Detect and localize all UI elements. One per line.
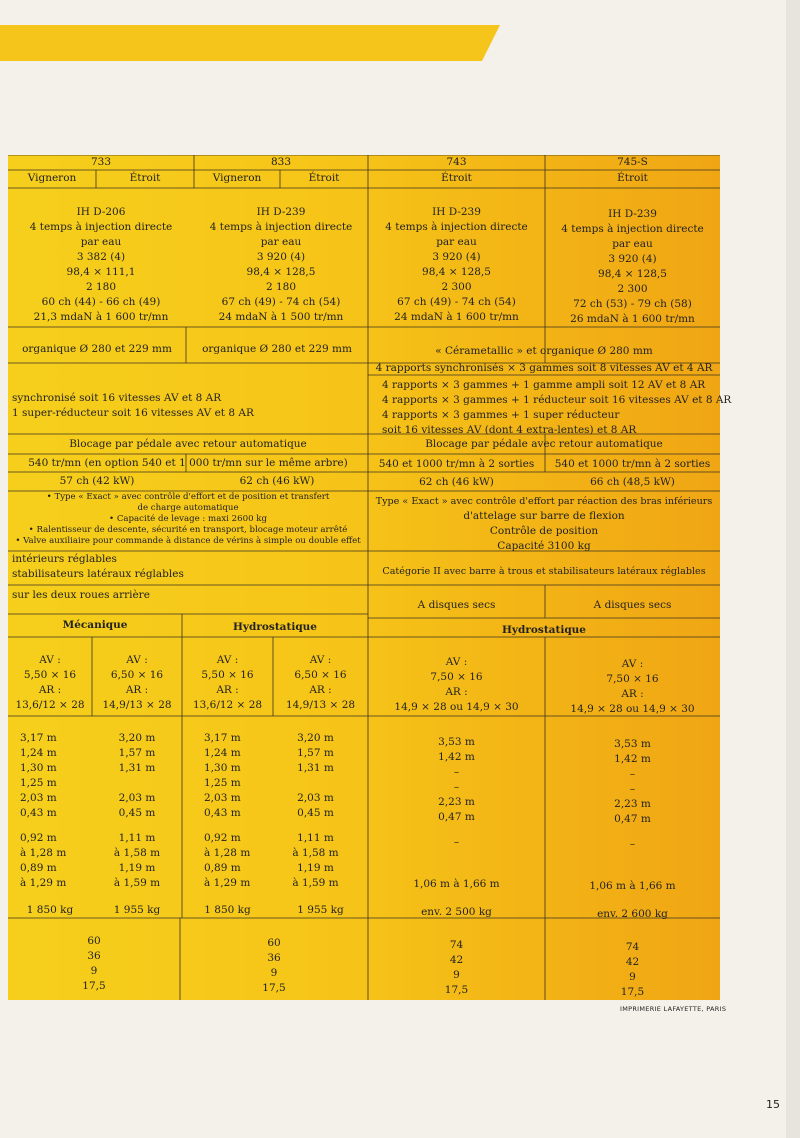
diff-lock-left: Blocage par pédale avec retour automatique (69, 438, 307, 450)
gearbox-top-right: 4 rapports synchronisés × 3 gammes soit 8 vitesses AV et 4 AR (375, 362, 713, 374)
steering-hydrostatique-right: Hydrostatique (502, 624, 586, 636)
tyres-743: AV : 7,50 × 16 AR : 14,9 × 28 ou 14,9 × 30 (394, 656, 519, 713)
track-c2: 1,11 m à 1,58 m 1,19 m à 1,59 m (113, 832, 161, 889)
variant-etroit-745s: Étroit (617, 172, 648, 184)
model-833-header: 833 (270, 156, 292, 168)
model-743-header: 743 (446, 156, 467, 168)
printer-credit: IMPRIMERIE LAFAYETTE, PARIS (620, 1005, 727, 1013)
brakes-743: A disques secs (417, 599, 496, 611)
gearbox-left: synchronisé soit 16 vitesses AV et 8 AR 1 super-réducteur soit 16 vitesses AV et 8 AR (12, 392, 254, 419)
brakes-left: sur les deux roues arrière (12, 589, 150, 601)
tyres-c2: AV : 6,50 × 16 AR : 14,9/13 × 28 (102, 654, 172, 711)
diff-lock-right: Blocage par pédale avec retour automatique (425, 438, 663, 450)
gearbox-right: 4 rapports × 3 gammes + 1 gamme ampli soit 12 AV et 8 AR 4 rapports × 3 gammes + 1 réducteur soit 16 vitesses AV et 8 AR 4 rapports × 3 gammes + 1 super réducteur soit 16 vitesses AV (dont 4 extra-lentes) et 8 AR (382, 379, 732, 436)
weight-743: env. 2 500 kg (421, 906, 492, 918)
model-733-header: 733 (90, 156, 112, 168)
track-743-dash: – (453, 836, 460, 848)
tyres-745s: AV : 7,50 × 16 AR : 14,9 × 28 ou 14,9 × 30 (570, 658, 695, 715)
variant-etroit-733: Étroit (129, 172, 161, 184)
clutch-833: organique Ø 280 et 229 mm (202, 343, 352, 355)
brakes-745s: A disques secs (593, 599, 672, 611)
tanks-833: 60 36 9 17,5 (262, 937, 286, 994)
track-c4: 1,11 m à 1,58 m 1,19 m à 1,59 m (292, 832, 339, 889)
model-745s-header: 745-S (617, 156, 648, 168)
variant-vigneron-733: Vigneron (27, 172, 77, 184)
tyres-c3: AV : 5,50 × 16 AR : 13,6/12 × 28 (192, 654, 263, 711)
tanks-743: 74 42 9 17,5 (444, 939, 469, 996)
steering-hydrostatique-833: Hydrostatique (233, 621, 317, 633)
pto-left: 540 tr/mn (en option 540 et 1 000 tr/mn sur le même arbre) (28, 457, 348, 469)
pto-743: 540 et 1000 tr/mn à 2 sorties (378, 458, 535, 470)
pto-power-833: 62 ch (46 kW) (239, 475, 315, 487)
variant-etroit-743: Étroit (441, 172, 472, 184)
engine-745s: IH D-239 4 temps à injection directe par eau 3 920 (4) 98,4 × 128,5 2 300 72 ch (53) - 79 ch (58) 26 mdaN à 1 600 tr/mn (561, 208, 704, 325)
track-745s-dash: – (629, 838, 636, 850)
dims-c2: 3,20 m 1,57 m 1,31 m 2,03 m 0,45 m (118, 732, 156, 819)
hydraulics-left: • Type « Exact » avec contrôle d'effort et de position et transfert de charge automatique • Capacité de levage : maxi 2600 kg • Ralentisseur de descente, sécurité en transport, blocage moteur arrêté • Valve auxiliaire pour commande à distance de vérins à simple ou double effet (15, 492, 361, 546)
weight-c3: 1 850 kg (204, 904, 251, 916)
tyres-c1: AV : 5,50 × 16 AR : 13,6/12 × 28 (15, 654, 85, 711)
tanks-745s: 74 42 9 17,5 (620, 941, 645, 998)
pto-745s: 540 et 1000 tr/mn à 2 sorties (554, 458, 711, 470)
tanks-733: 60 36 9 17,5 (82, 935, 106, 992)
spec-table (8, 155, 732, 1000)
weight-c4: 1 955 kg (297, 904, 344, 916)
track-745s: 1,06 m à 1,66 m (589, 880, 676, 892)
track-c1: 0,92 m à 1,28 m 0,89 m à 1,29 m (20, 832, 67, 889)
linkage-right: Catégorie II avec barre à trous et stabilisateurs latéraux réglables (382, 566, 706, 577)
pto-power-733: 57 ch (42 kW) (59, 475, 135, 487)
steering-mecanique: Mécanique (62, 619, 128, 631)
track-c3: 0,92 m à 1,28 m 0,89 m à 1,29 m (204, 832, 251, 889)
weight-745s: env. 2 600 kg (597, 908, 668, 920)
variant-vigneron-833: Vigneron (212, 172, 262, 184)
page-number: 15 (766, 1098, 780, 1111)
weight-c1: 1 850 kg (26, 904, 74, 916)
dims-c4: 3,20 m 1,57 m 1,31 m 2,03 m 0,45 m (297, 732, 334, 819)
engine-833: IH D-239 4 temps à injection directe par eau 3 920 (4) 98,4 × 128,5 2 180 67 ch (49) - 74 ch (54) 24 mdaN à 1 500 tr/mn (209, 206, 353, 323)
dims-c3: 3,17 m 1,24 m 1,30 m 1,25 m 2,03 m 0,43 m (204, 732, 241, 819)
clutch-743-745: « Cérametallic » et organique Ø 280 mm (435, 345, 653, 357)
engine-743: IH D-239 4 temps à injection directe par eau 3 920 (4) 98,4 × 128,5 2 300 67 ch (49) - 74 ch (54) 24 mdaN à 1 600 tr/mn (385, 206, 528, 323)
dims-c1: 3,17 m 1,24 m 1,30 m 1,25 m 2,03 m 0,43 m (20, 732, 57, 819)
dims-745s: 3,53 m 1,42 m – – 2,23 m 0,47 m (614, 738, 651, 825)
dims-743: 3,53 m 1,42 m – – 2,23 m 0,47 m (438, 736, 475, 823)
pto-power-745s: 66 ch (48,5 kW) (590, 476, 675, 488)
engine-733: IH D-206 4 temps à injection directe par eau 3 382 (4) 98,4 × 111,1 2 180 60 ch (44) - 66 ch (49) 21,3 mdaN à 1 600 tr/mn (29, 206, 173, 323)
track-743: 1,06 m à 1,66 m (413, 878, 500, 890)
clutch-733: organique Ø 280 et 229 mm (22, 343, 172, 355)
linkage-left: intérieurs réglables stabilisateurs latéraux réglables (12, 553, 184, 580)
tyres-c4: AV : 6,50 × 16 AR : 14,9/13 × 28 (285, 654, 356, 711)
pto-power-743: 62 ch (46 kW) (419, 476, 494, 488)
weight-c2: 1 955 kg (113, 904, 161, 916)
adjacent-page-edge (786, 0, 800, 1138)
hydraulics-right: Type « Exact » avec contrôle d'effort par réaction des bras inférieurs d'attelage sur barre de flexion Contrôle de position Capacité 3100 kg (375, 496, 713, 552)
yellow-header-band (0, 25, 500, 61)
variant-etroit-833: Étroit (308, 172, 340, 184)
